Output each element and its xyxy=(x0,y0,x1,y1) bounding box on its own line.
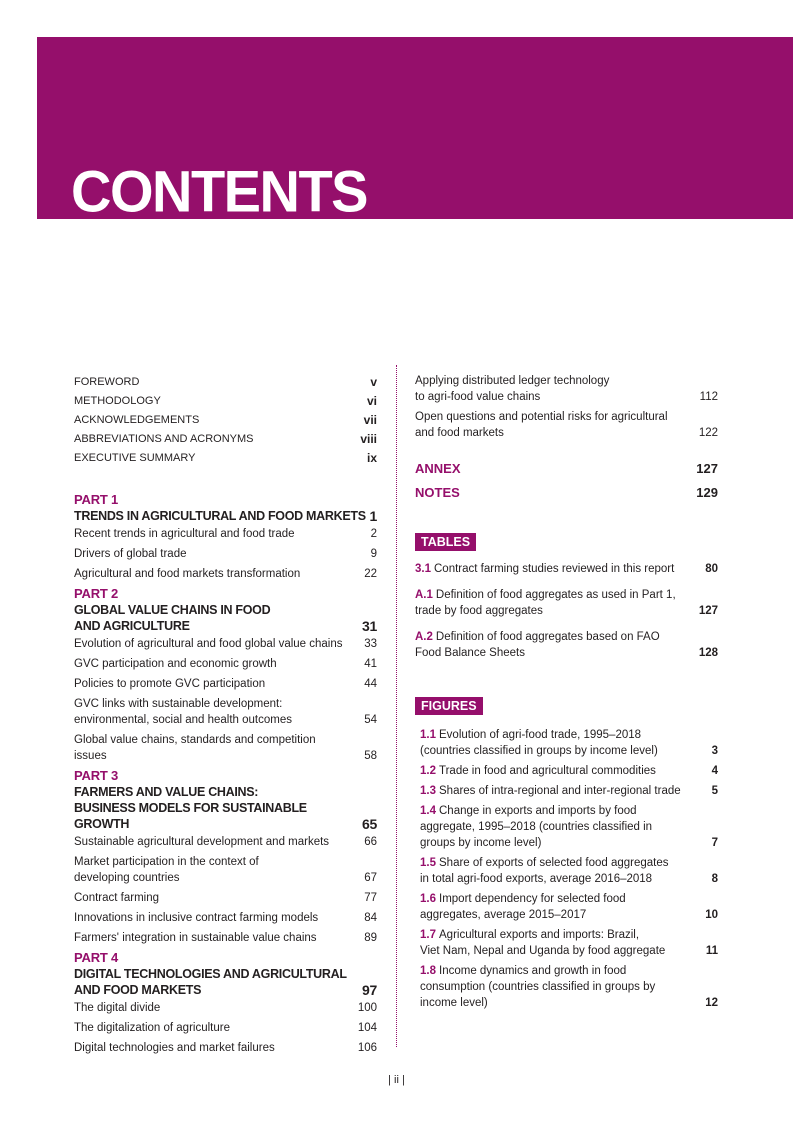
tables-section xyxy=(415,533,718,661)
entry-title: FOREWORD xyxy=(74,376,140,388)
entry-page: 10 xyxy=(705,909,718,921)
entry-number: 1.1 xyxy=(420,729,436,741)
entry-title-line: AND AGRICULTURE xyxy=(74,619,190,633)
part-label: PART 3 xyxy=(74,768,119,783)
entry-page: 3 xyxy=(711,745,718,757)
figures-section xyxy=(415,697,718,1011)
part-page: 65 xyxy=(362,816,377,832)
entry-title-line: Evolution of agri-food trade, 1995–2018 xyxy=(439,729,642,741)
entry-title xyxy=(420,727,712,759)
toc-entry xyxy=(74,1040,377,1056)
entry-page: 100 xyxy=(357,1002,377,1014)
entry-title xyxy=(415,629,699,661)
figure-entry xyxy=(420,927,718,959)
entry-title-line: Evolution of agricultural and food global value chains xyxy=(74,638,343,650)
entry-title xyxy=(420,783,712,799)
entry-title xyxy=(415,587,699,619)
figure-entry xyxy=(420,963,718,1011)
toc-heading-entry xyxy=(415,461,718,477)
entry-page: 12 xyxy=(705,997,718,1009)
entry-title xyxy=(74,834,355,850)
entry-page: 127 xyxy=(696,461,718,476)
entry-title-line: The digitalization of agriculture xyxy=(74,1022,230,1034)
part-title-text xyxy=(74,966,347,998)
part-title xyxy=(74,784,377,832)
entry-title xyxy=(420,963,705,1011)
entry-page: 122 xyxy=(698,427,718,439)
part-page: 97 xyxy=(362,982,377,998)
contents-banner xyxy=(37,37,793,219)
figure-entry xyxy=(420,783,718,799)
entry-number: A.2 xyxy=(415,631,433,643)
entry-title-line: The digital divide xyxy=(74,1002,161,1014)
part-title-text xyxy=(74,508,366,524)
entry-title-line: DIGITAL TECHNOLOGIES AND AGRICULTURAL xyxy=(74,967,347,981)
entry-title-line: FARMERS AND VALUE CHAINS: xyxy=(74,785,259,799)
entry-title: EXECUTIVE SUMMARY xyxy=(74,452,196,464)
tables-list xyxy=(415,561,718,661)
entry-page: v xyxy=(370,375,377,389)
entry-title xyxy=(74,636,355,652)
entry-page: 11 xyxy=(705,945,718,957)
entry-page: 54 xyxy=(364,714,377,726)
toc-entry xyxy=(415,409,718,441)
entry-number: 1.3 xyxy=(420,785,436,797)
toc-entry xyxy=(74,449,377,468)
entry-title xyxy=(415,373,696,405)
entry-page: 80 xyxy=(705,563,718,575)
toc-entry xyxy=(74,1000,377,1016)
entry-title xyxy=(74,676,355,692)
toc-entry xyxy=(74,392,377,411)
entry-title-line: Contract farming xyxy=(74,892,160,904)
entry-page: 7 xyxy=(711,837,718,849)
entry-title-line: in total agri-food exports, average 2016–2018 xyxy=(420,873,653,885)
entry-title xyxy=(74,526,355,542)
entry-title-line: aggregate, 1995–2018 (countries classified in xyxy=(420,821,653,833)
entry-title xyxy=(74,696,355,728)
entry-page: 128 xyxy=(698,647,718,659)
figure-entry xyxy=(420,891,718,923)
entry-page: 127 xyxy=(698,605,718,617)
toc-entry xyxy=(74,546,377,562)
entry-number: 1.4 xyxy=(420,805,436,817)
entry-page: 4 xyxy=(711,765,718,777)
entry-title-line: groups by income level) xyxy=(420,837,542,849)
entry-title-line: TRENDS IN AGRICULTURAL AND FOOD MARKETS xyxy=(74,509,366,523)
entry-title-line: Innovations in inclusive contract farming models xyxy=(74,912,319,924)
entry-page: 129 xyxy=(696,485,718,500)
entry-page: 89 xyxy=(364,932,377,944)
toc-entry xyxy=(74,732,377,764)
tables-heading: TABLES xyxy=(415,533,476,551)
entry-title-line: GVC links with sustainable development: xyxy=(74,698,283,710)
entry-page: 2 xyxy=(370,528,377,540)
front-matter-list xyxy=(74,373,377,468)
figures-heading: FIGURES xyxy=(415,697,483,715)
toc-entry xyxy=(74,636,377,652)
entry-title xyxy=(420,763,712,779)
entry-title-line: Global value chains, standards and competition issues xyxy=(74,734,316,762)
entry-title-line: developing countries xyxy=(74,872,180,884)
part-page: 31 xyxy=(362,618,377,634)
entry-title-line: to agri-food value chains xyxy=(415,391,541,403)
entry-page: 33 xyxy=(364,638,377,650)
entry-title-line: Sustainable agricultural development and markets xyxy=(74,836,330,848)
toc-entry xyxy=(74,930,377,946)
entry-title xyxy=(74,890,355,906)
entry-title-line: Income dynamics and growth in food xyxy=(439,965,627,977)
toc-heading-entry xyxy=(415,485,718,501)
entry-title-line: consumption (countries classified in groups by xyxy=(420,981,656,993)
entry-title-line: Import dependency for selected food xyxy=(439,893,626,905)
parts-list xyxy=(74,492,377,1056)
entry-title xyxy=(74,566,355,582)
column-divider xyxy=(396,365,397,1047)
toc-entry xyxy=(74,411,377,430)
entry-title xyxy=(74,910,355,926)
entry-title xyxy=(415,561,705,577)
entry-title xyxy=(74,732,355,764)
toc-entry xyxy=(415,373,718,405)
toc-entry xyxy=(74,890,377,906)
entry-title-line: Definition of food aggregates based on FAO xyxy=(435,631,660,643)
entry-title-line: Agricultural exports and imports: Brazil, xyxy=(439,929,640,941)
entry-number: 1.7 xyxy=(420,929,436,941)
page-title: CONTENTS xyxy=(71,157,367,219)
part-label: PART 4 xyxy=(74,950,119,965)
entry-title-line: Food Balance Sheets xyxy=(415,647,525,659)
entry-page: 8 xyxy=(711,873,718,885)
toc-entry xyxy=(74,430,377,449)
entry-title-line: AND FOOD MARKETS xyxy=(74,983,202,997)
entry-number: 1.2 xyxy=(420,765,436,777)
entry-title-line: GLOBAL VALUE CHAINS IN FOOD xyxy=(74,603,271,617)
entry-number: 1.5 xyxy=(420,857,436,869)
entry-title-line: (countries classified in groups by income level) xyxy=(420,745,658,757)
entry-title-line: and food markets xyxy=(415,427,504,439)
part-label: PART 2 xyxy=(74,586,119,601)
entry-title xyxy=(74,854,355,886)
entry-number: 1.8 xyxy=(420,965,436,977)
entry-title xyxy=(74,656,355,672)
entry-page: 112 xyxy=(699,391,718,403)
entry-title-line: Trade in food and agricultural commodities xyxy=(439,765,656,777)
table-entry xyxy=(415,561,718,577)
entry-page: ix xyxy=(366,451,377,465)
part-title-text xyxy=(74,602,270,634)
entry-title xyxy=(74,546,355,562)
entry-title xyxy=(74,930,355,946)
toc-entry xyxy=(74,910,377,926)
table-entry xyxy=(415,587,718,619)
toc-entry xyxy=(74,676,377,692)
entry-page: vi xyxy=(366,394,377,408)
entry-page: 58 xyxy=(364,750,377,762)
figure-entry xyxy=(420,855,718,887)
entry-page: 22 xyxy=(364,568,377,580)
entry-title xyxy=(74,1000,355,1016)
back-matter-list xyxy=(415,461,718,501)
entry-number: 3.1 xyxy=(415,563,431,575)
toc-entry xyxy=(74,526,377,542)
toc-entry xyxy=(74,1020,377,1036)
entry-title xyxy=(420,803,712,851)
figure-entry xyxy=(420,727,718,759)
figure-entry xyxy=(420,763,718,779)
entry-title-line: Policies to promote GVC participation xyxy=(74,678,266,690)
entry-title-line: Shares of intra-regional and inter-regional trade xyxy=(439,785,681,797)
entry-title-line: Open questions and potential risks for agricultural xyxy=(415,411,668,423)
figure-entry xyxy=(420,803,718,851)
part-title-text xyxy=(74,784,362,832)
entry-title-line: Applying distributed ledger technology xyxy=(415,375,610,387)
entry-page: 67 xyxy=(364,872,377,884)
entry-title xyxy=(74,1040,355,1056)
entry-page: 44 xyxy=(364,678,377,690)
entry-title-line: Agricultural and food markets transformation xyxy=(74,568,301,580)
entry-title xyxy=(415,409,696,441)
entry-number: 1.6 xyxy=(420,893,436,905)
part-block xyxy=(74,768,377,946)
toc-entry xyxy=(74,566,377,582)
entry-page: 66 xyxy=(364,836,377,848)
toc-entry xyxy=(74,834,377,850)
entry-title-line: GVC participation and economic growth xyxy=(74,658,277,670)
entry-page: vii xyxy=(363,413,377,427)
entry-page: 104 xyxy=(357,1022,377,1034)
part-page: 1 xyxy=(369,508,377,524)
entry-title xyxy=(420,855,712,887)
entry-title-line: Change in exports and imports by food xyxy=(439,805,637,817)
part4-continued-list xyxy=(415,373,718,441)
toc-entry xyxy=(74,373,377,392)
entry-title-line: income level) xyxy=(420,997,488,1009)
page-number-folio: | ii | xyxy=(388,1074,405,1086)
part-block xyxy=(74,950,377,1056)
toc-right-column xyxy=(415,373,718,1015)
entry-title: ACKNOWLEDGEMENTS xyxy=(74,414,200,426)
entry-title: ABBREVIATIONS AND ACRONYMS xyxy=(74,433,254,445)
entry-title-line: Contract farming studies reviewed in this report xyxy=(434,563,675,575)
toc-entry xyxy=(74,854,377,886)
toc-left-column xyxy=(74,373,377,1060)
toc-entry xyxy=(74,656,377,672)
entry-title-line: Share of exports of selected food aggregates xyxy=(439,857,669,869)
entry-title-line: trade by food aggregates xyxy=(415,605,543,617)
entry-title xyxy=(74,1020,355,1036)
entry-title: NOTES xyxy=(415,485,460,500)
entry-page: 84 xyxy=(364,912,377,924)
entry-page: 41 xyxy=(364,658,377,670)
entry-page: 9 xyxy=(370,548,377,560)
part-title xyxy=(74,508,377,524)
entry-title-line: Digital technologies and market failures xyxy=(74,1042,275,1054)
part-label: PART 1 xyxy=(74,492,119,507)
part-title xyxy=(74,966,377,998)
entry-number: A.1 xyxy=(415,589,433,601)
part-block xyxy=(74,586,377,764)
entry-title-line: Definition of food aggregates as used in Part 1, xyxy=(435,589,676,601)
entry-title-line: aggregates, average 2015–2017 xyxy=(420,909,587,921)
table-entry xyxy=(415,629,718,661)
entry-page: viii xyxy=(360,432,377,446)
entry-title xyxy=(420,891,705,923)
entry-page: 77 xyxy=(364,892,377,904)
entry-title-line: environmental, social and health outcomes xyxy=(74,714,292,726)
entry-title-line: Viet Nam, Nepal and Uganda by food aggregate xyxy=(420,945,666,957)
entry-title-line: BUSINESS MODELS FOR SUSTAINABLE GROWTH xyxy=(74,801,307,831)
entry-title: METHODOLOGY xyxy=(74,395,161,407)
entry-title-line: Drivers of global trade xyxy=(74,548,187,560)
entry-title-line: Farmers' integration in sustainable value chains xyxy=(74,932,317,944)
toc-entry xyxy=(74,696,377,728)
entry-title xyxy=(420,927,706,959)
entry-title: ANNEX xyxy=(415,461,461,476)
entry-title-line: Recent trends in agricultural and food trade xyxy=(74,528,295,540)
entry-page: 106 xyxy=(357,1042,377,1054)
part-block xyxy=(74,492,377,582)
entry-title-line: Market participation in the context of xyxy=(74,856,259,868)
part-title xyxy=(74,602,377,634)
entry-page: 5 xyxy=(711,785,718,797)
figures-list xyxy=(415,727,718,1011)
